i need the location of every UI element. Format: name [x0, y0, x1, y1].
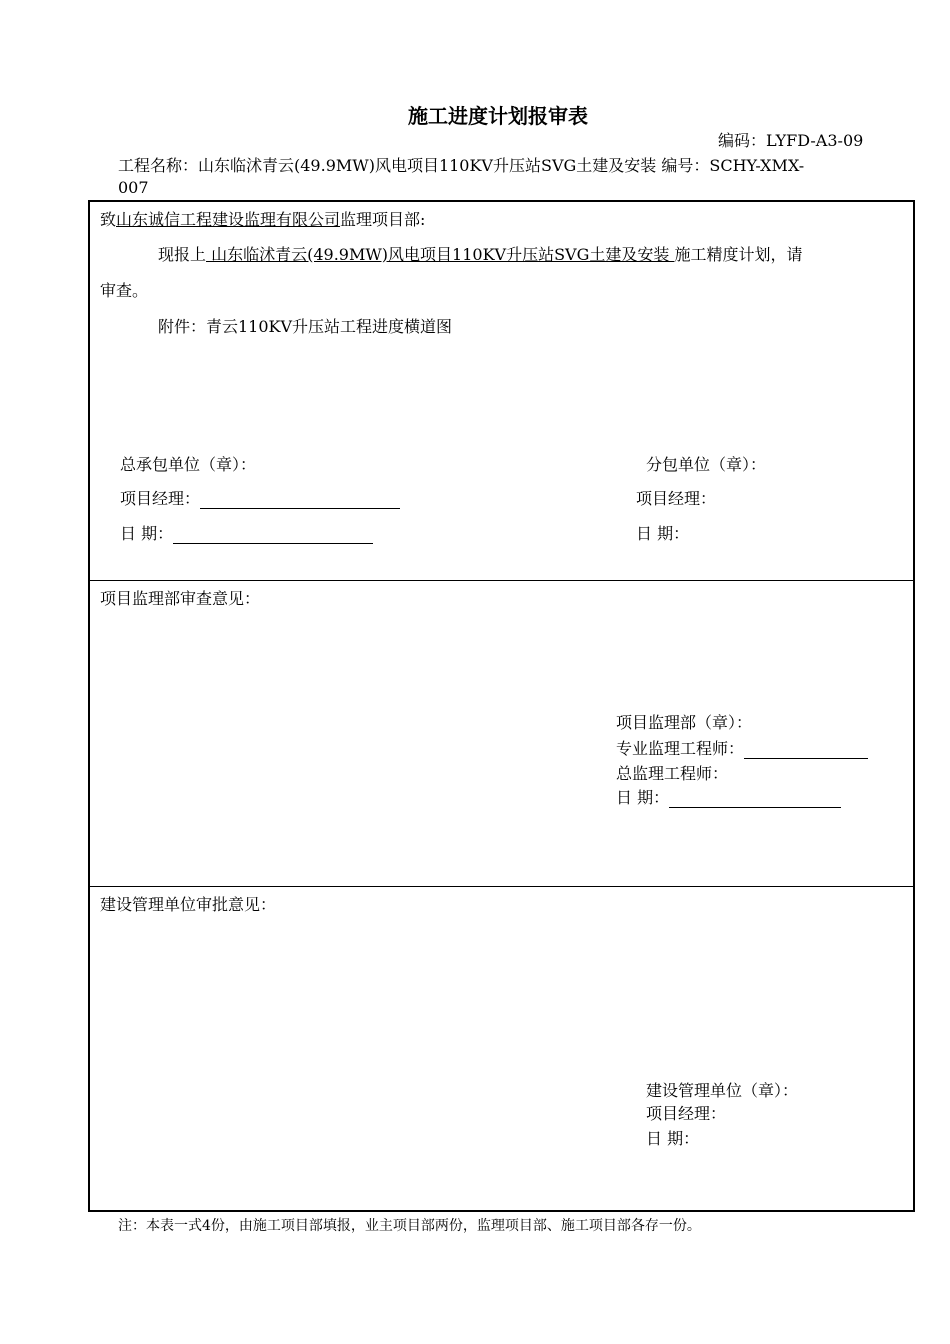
- chief-engineer-field: 总监理工程师：: [616, 764, 729, 783]
- owner-manager-field: 项目经理：: [646, 1104, 727, 1123]
- gc-date-line[interactable]: [173, 527, 373, 544]
- section-divider: [90, 580, 913, 581]
- project-name-line: 工程名称：山东临沭青云(49.9MW)风电项目110KV升压站SVG土建及安装 编号：SCHY-XMX-: [118, 156, 805, 175]
- gc-date-field: 日 期：: [120, 521, 373, 544]
- attachment-line: 附件：青云110KV升压站工程进度横道图: [158, 317, 453, 336]
- footer-note: 注：本表一式4份，由施工项目部填报，业主项目部两份，监理项目部、施工项目部各存一份。: [118, 1218, 701, 1234]
- owner-unit: 建设管理单位（章）：: [646, 1081, 799, 1100]
- supervision-date-field: 日 期：: [616, 785, 841, 808]
- owner-approval-heading: 建设管理单位审批意见：: [100, 895, 277, 914]
- sub-manager-field: 项目经理：: [636, 489, 717, 508]
- gc-manager-field: 项目经理：: [120, 486, 400, 509]
- sub-date-field: 日 期：: [636, 524, 690, 543]
- form-frame: [88, 200, 915, 1212]
- gc-manager-signature-line[interactable]: [200, 492, 400, 509]
- submitted-project: 山东临沭青云(49.9MW)风电项目110KV升压站SVG土建及安装: [206, 245, 675, 264]
- subcontractor-unit: 分包单位（章）：: [646, 455, 767, 474]
- addressee-line: 致山东诚信工程建设监理有限公司监理项目部:: [100, 210, 426, 229]
- general-contractor-unit: 总承包单位（章）：: [120, 455, 257, 474]
- supervision-unit: 项目监理部（章）：: [616, 713, 753, 732]
- supervision-date-line[interactable]: [669, 791, 841, 808]
- form-code: 编码：LYFD-A3-09: [718, 131, 864, 150]
- supervision-review-heading: 项目监理部审查意见：: [100, 589, 261, 608]
- owner-date-field: 日 期：: [646, 1129, 700, 1148]
- section-divider: [90, 886, 913, 887]
- supervisor-company: 山东诚信工程建设监理有限公司: [116, 210, 341, 229]
- page-title: 施工进度计划报审表: [408, 104, 588, 128]
- engineer-signature-line[interactable]: [744, 742, 868, 759]
- submission-text: 现报上 山东临沭青云(49.9MW)风电项目110KV升压站SVG土建及安装 施工精度计划，请: [158, 245, 803, 264]
- submission-text-line2: 审查。: [100, 281, 149, 300]
- specialist-engineer-field: 专业监理工程师：: [616, 736, 868, 759]
- project-number-continuation: 007: [118, 178, 149, 197]
